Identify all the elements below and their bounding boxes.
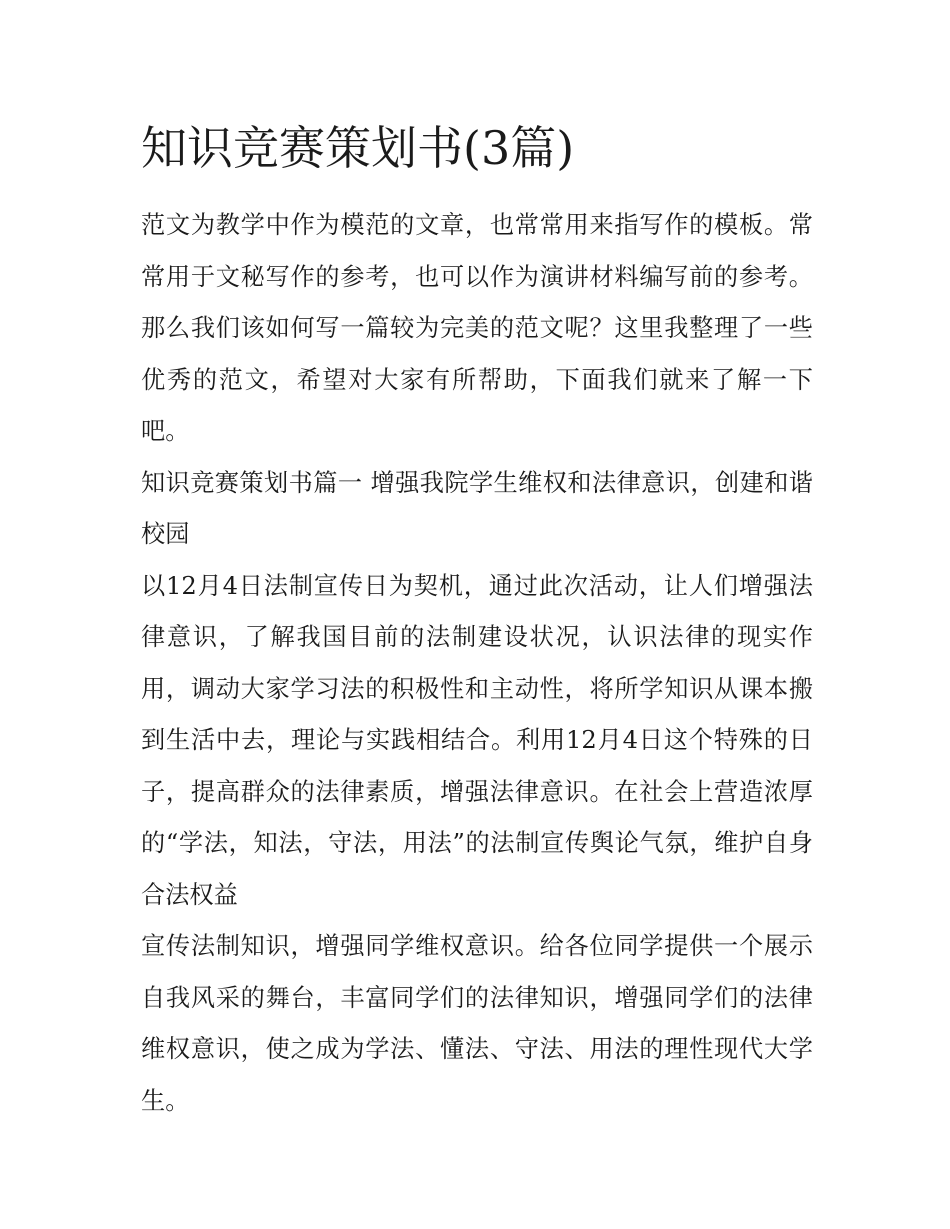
paragraph-intro: 范文为教学中作为模范的文章，也常常用来指写作的模板。常常用于文秘写作的参考，也可以作为演讲材料编写前的参考。那么我们该如何写一篇较为完美的范文呢？这里我整理了一些优秀的范文，希望对大家有所帮助，下面我们就来了解一下吧。 <box>141 211 813 445</box>
paragraph-activity-goal: 宣传法制知识，增强同学维权意识。给各位同学提供一个展示自我风采的舞台，丰富同学们的法律知识，增强同学们的法律维权意识，使之成为学法、懂法、守法、用法的理性现代大学生。 <box>141 932 813 1115</box>
document-body <box>141 114 813 1127</box>
paragraph-section-heading: 知识竞赛策划书篇一 增强我院学生维权和法律意识，创建和谐校园 <box>141 468 813 548</box>
document-title: 知识竞赛策划书(3篇) <box>141 121 575 175</box>
paragraph-activity-purpose: 以12月4日法制宣传日为契机，通过此次活动，让人们增强法律意识，了解我国目前的法制建设状况，认识法律的现实作用，调动大家学习法的积极性和主动性，将所学知识从课本搬到生活中去，理论与实践相结合。利用12月4日这个特殊的日子，提高群众的法律素质，增强法律意识。在社会上营造浓厚的“学法，知法，守法，用法”的法制宣传舆论气氛，维护自身合法权益 <box>141 571 813 909</box>
